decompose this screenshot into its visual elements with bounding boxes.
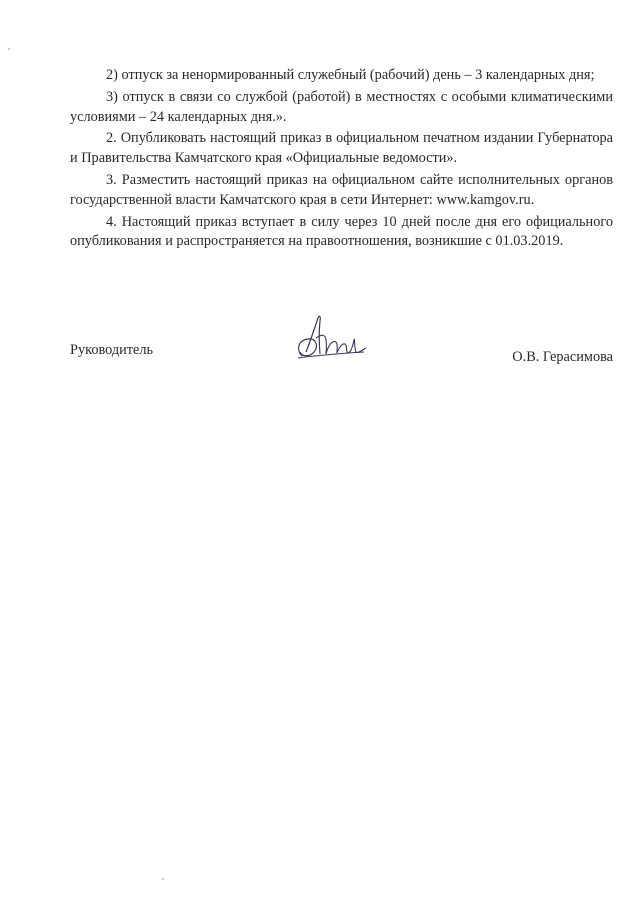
- scan-speck: [8, 48, 10, 50]
- document-body: [70, 66, 613, 254]
- paragraph-leave-climatic-conditions: 3) отпуск в связи со службой (работой) в местностях с особыми климатическими условиями – 24 календарных дня.».: [70, 88, 613, 125]
- paragraph-effective-date: 4. Настоящий приказ вступает в силу через 10 дней после дня его официального опубликования и распространяется на правоотношения, возникшие с 01.03.2019.: [70, 213, 613, 250]
- paragraph-post-on-website: 3. Разместить настоящий приказ на официальном сайте исполнительных органов государственной власти Камчатского края в сети Интернет: www.kamgov.ru.: [70, 171, 613, 208]
- paragraph-leave-irregular-hours: 2) отпуск за ненормированный служебный (рабочий) день – 3 календарных дня;: [106, 67, 595, 83]
- signatory-position: Руководитель: [70, 342, 154, 358]
- paragraph-publish-order: 2. Опубликовать настоящий приказ в официальном печатном издании Губернатора и Правительства Камчатского края «Официальные ведомости».: [70, 130, 613, 167]
- signatory-name: О.В. Герасимова: [512, 349, 613, 365]
- handwritten-signature-icon: [292, 312, 372, 370]
- scan-speck: [162, 878, 164, 880]
- signature-block: [70, 342, 613, 372]
